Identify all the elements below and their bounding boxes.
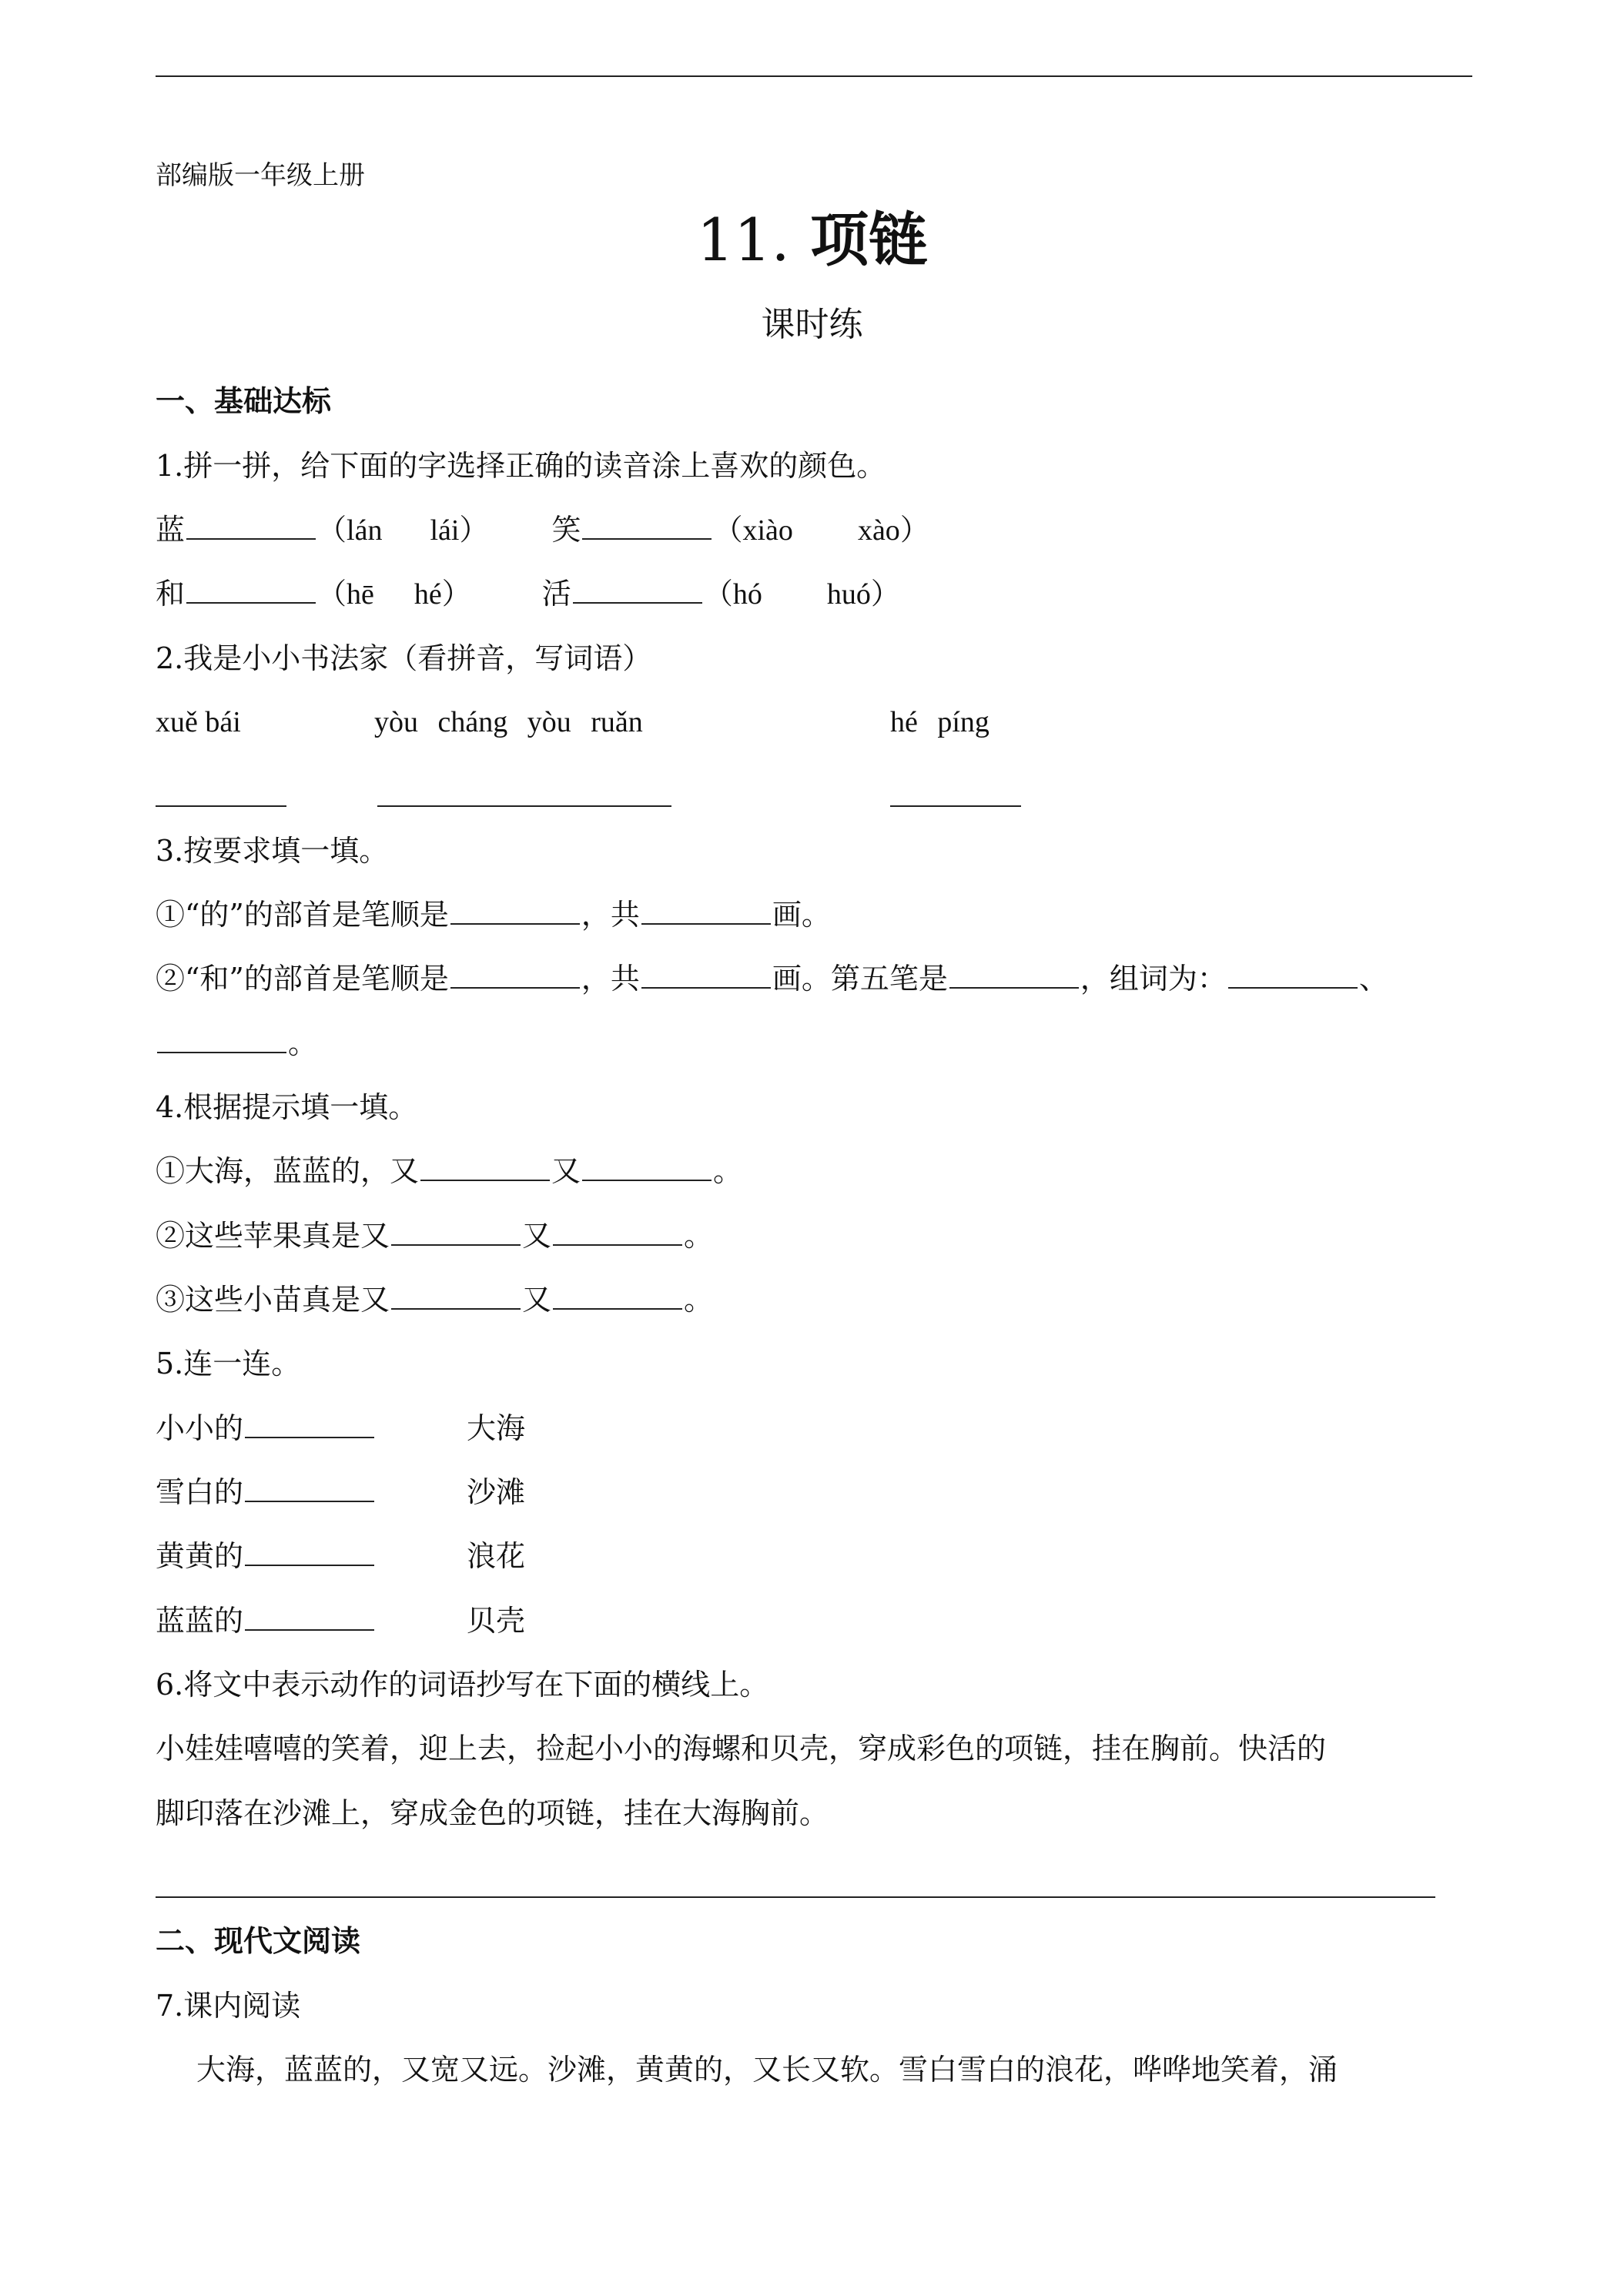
q1-prompt: 1.拼一拼，给下面的字选择正确的读音涂上喜欢的颜色。 (156, 449, 886, 483)
pinyin-option[interactable]: xiào (742, 514, 793, 547)
q5-left-2: 雪白的 (156, 1473, 376, 1511)
q7-prompt: 7.课内阅读 (156, 1989, 301, 2023)
q2-pinyin-1: xuě bái (156, 706, 241, 738)
q5-left-4: 蓝蓝的 (156, 1602, 376, 1640)
q3-item-b-cont: 。 (156, 1024, 317, 1063)
q1-char: 和 (156, 577, 186, 611)
edition-label: 部编版一年级上册 (156, 160, 365, 191)
answer-blank[interactable] (245, 1540, 374, 1566)
q2-prompt: 2.我是小小书法家（看拼音，写词语） (156, 641, 652, 675)
q6-prompt: 6.将文中表示动作的词语抄写在下面的横线上。 (156, 1668, 769, 1702)
top-rule (156, 75, 1472, 77)
q3-item-a: ①“的”的部首是笔顺是 ，共 画。 (156, 898, 831, 932)
answer-blank[interactable] (245, 1605, 374, 1631)
answer-blank[interactable] (1228, 962, 1358, 989)
answer-blank[interactable] (420, 1155, 550, 1181)
q6-passage-line-2: 脚印落在沙滩上，穿成金色的项链，挂在大海胸前。 (156, 1796, 829, 1830)
q6-answer-line[interactable] (156, 1896, 1435, 1898)
q4-item-1: ①大海，蓝蓝的，又 又 。 (156, 1154, 743, 1188)
q3-prompt: 3.按要求填一填。 (156, 834, 389, 868)
answer-blank[interactable] (186, 514, 316, 540)
pinyin-option[interactable]: lán (347, 514, 383, 547)
lesson-number: 11. (696, 206, 790, 274)
lesson-title: 项链 (810, 206, 928, 274)
q2-answer-line-2[interactable] (377, 805, 671, 807)
q1-row-2: 和 （hē hé） 活 （hó huó） (156, 577, 900, 611)
q5-prompt: 5.连一连。 (156, 1347, 301, 1381)
answer-blank[interactable] (582, 1155, 712, 1181)
page-title (0, 202, 1624, 279)
q5-right-1[interactable]: 大海 (467, 1411, 526, 1445)
q4-item-2: ②这些苹果真是又 又 。 (156, 1219, 714, 1253)
answer-blank[interactable] (641, 899, 771, 925)
q4-item-3: ③这些小苗真是又 又 。 (156, 1283, 714, 1317)
pinyin-option[interactable]: hó (732, 578, 762, 611)
q3-item-b: ②“和”的部首是笔顺是 ，共 画。第五笔是 ，组词为： 、 (156, 962, 1388, 996)
q1-row-1: 蓝 （lán lái） 笑 （xiào xào） (156, 513, 929, 547)
q1-char: 活 (541, 577, 571, 611)
q5-left-1: 小小的 (156, 1409, 376, 1448)
q2-answer-line-3[interactable] (890, 805, 1021, 807)
answer-blank[interactable] (391, 1220, 521, 1246)
pinyin-option[interactable]: hé (414, 578, 442, 611)
q6-passage-line-1: 小娃娃嘻嘻的笑着，迎上去，捡起小小的海螺和贝壳，穿成彩色的项链，挂在胸前。快活的 (156, 1732, 1327, 1766)
answer-blank[interactable] (245, 1412, 374, 1438)
pinyin-option[interactable]: lái (430, 514, 460, 547)
q5-right-2[interactable]: 沙滩 (467, 1475, 526, 1509)
answer-blank[interactable] (157, 1027, 286, 1053)
section2-heading: 二、现代文阅读 (156, 1923, 361, 1958)
pinyin-option[interactable]: xào (857, 514, 900, 547)
pinyin-option[interactable]: hē (347, 578, 374, 611)
q1-char: 笑 (551, 513, 581, 547)
q2-answer-line-1[interactable] (156, 805, 286, 807)
answer-blank[interactable] (245, 1476, 374, 1502)
answer-blank[interactable] (553, 1220, 682, 1246)
section1-heading: 一、基础达标 (156, 383, 332, 418)
answer-blank[interactable] (391, 1284, 521, 1310)
q4-prompt: 4.根据提示填一填。 (156, 1090, 418, 1124)
q7-passage-line-1: 大海，蓝蓝的，又宽又远。沙滩，黄黄的，又长又软。雪白雪白的浪花，哗哗地笑着，涌 (196, 2053, 1338, 2087)
q5-right-4[interactable]: 贝壳 (467, 1604, 526, 1638)
answer-blank[interactable] (450, 962, 580, 989)
answer-blank[interactable] (582, 514, 712, 540)
answer-blank[interactable] (573, 577, 702, 604)
answer-blank[interactable] (949, 962, 1079, 989)
answer-blank[interactable] (553, 1284, 682, 1310)
answer-blank[interactable] (450, 899, 580, 925)
page-subtitle: 课时练 (761, 305, 863, 344)
pinyin-option[interactable]: huó (826, 578, 871, 611)
q2-pinyin-3: hé píng (890, 706, 989, 738)
answer-blank[interactable] (641, 962, 771, 989)
answer-blank[interactable] (186, 577, 316, 604)
q1-char: 蓝 (156, 513, 186, 547)
q2-pinyin-2: yòu cháng yòu ruǎn (374, 706, 643, 738)
q5-right-3[interactable]: 浪花 (467, 1539, 526, 1573)
q5-left-3: 黄黄的 (156, 1537, 376, 1575)
